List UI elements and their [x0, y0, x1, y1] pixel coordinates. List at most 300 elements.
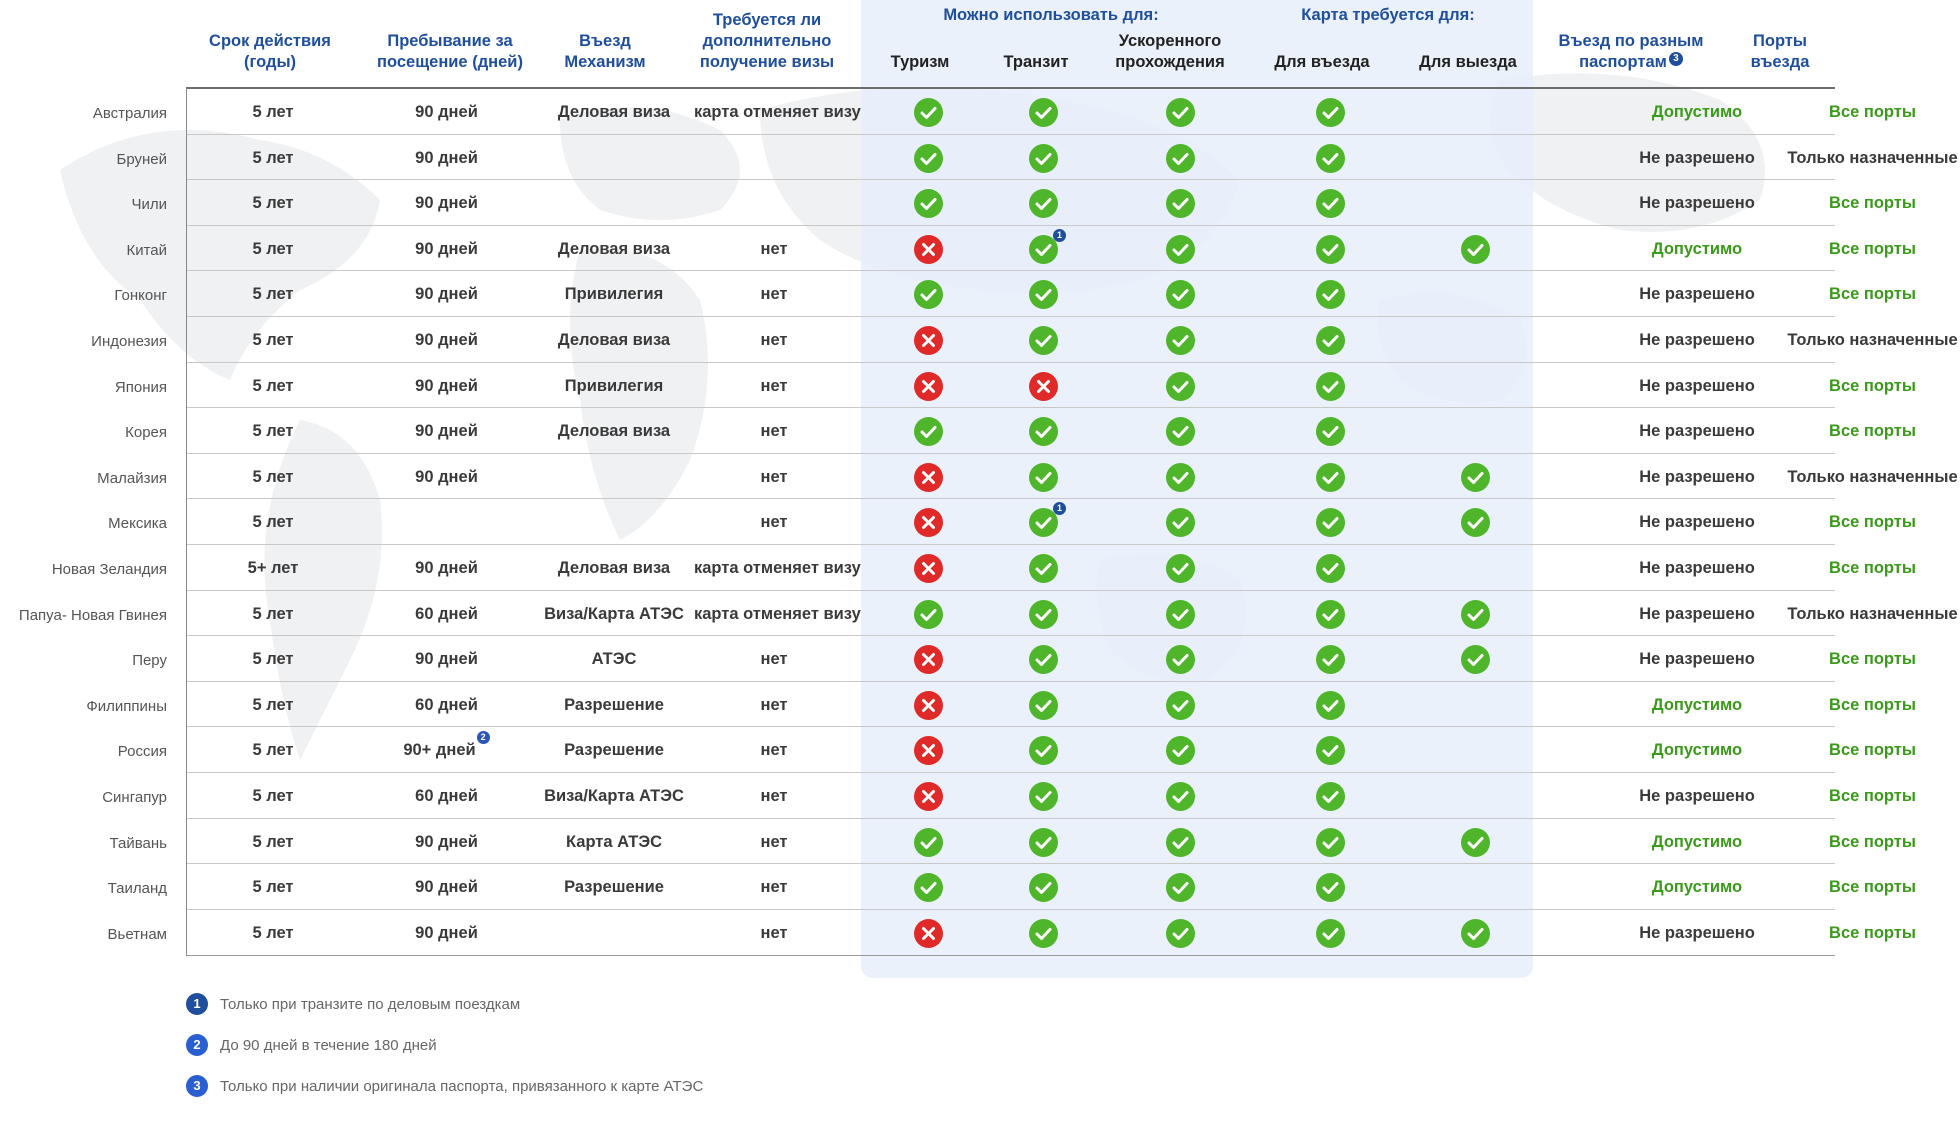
- visa-cell-text: нет: [760, 376, 788, 395]
- visa-cell-text: нет: [760, 923, 788, 942]
- footnote-1-text: Только при транзите по деловым поездкам: [220, 995, 521, 1013]
- validity-cell-text: 5 лет: [252, 194, 294, 213]
- country-label: Мексика: [108, 515, 167, 533]
- country-label: Китай: [126, 241, 167, 259]
- visa-cell: [694, 317, 854, 362]
- check-icon: [1166, 873, 1195, 902]
- stay-cell: [359, 271, 534, 316]
- check-icon: [1166, 235, 1195, 264]
- table-row: [187, 727, 1916, 773]
- cross-icon: [914, 782, 943, 811]
- check-icon: [1029, 98, 1058, 127]
- check-icon: [1166, 280, 1195, 309]
- visa-cell-text: карта отменяет визу: [694, 559, 861, 577]
- check-icon: [1166, 554, 1195, 583]
- ports-cell: [1785, 271, 1960, 316]
- passports-cell-text: Не разрешено: [1639, 331, 1755, 349]
- footnote-2: [186, 1034, 437, 1056]
- check-icon: [1316, 235, 1345, 264]
- check-icon: [1029, 280, 1058, 309]
- table-row: [187, 819, 1916, 865]
- passports-cell: [1617, 499, 1777, 544]
- table-row: [187, 363, 1916, 409]
- check-icon: [1029, 691, 1058, 720]
- passports-cell: [1617, 180, 1777, 225]
- check-icon: [1029, 919, 1058, 948]
- stay-cell-text: 60 дней: [415, 695, 478, 714]
- check-icon: [1029, 600, 1058, 629]
- validity-cell: [187, 910, 359, 955]
- validity-cell: [187, 271, 359, 316]
- passports-cell: [1617, 363, 1777, 408]
- passports-cell: [1617, 135, 1777, 180]
- country-label: Вьетнам: [107, 925, 167, 943]
- stay-cell: [359, 727, 534, 772]
- entry-cell: [534, 545, 694, 590]
- validity-cell-text: 5 лет: [252, 878, 294, 897]
- visa-cell: [694, 773, 854, 818]
- entry-cell: [534, 180, 694, 225]
- check-icon: [1166, 372, 1195, 401]
- check-icon: [1029, 417, 1058, 446]
- stay-cell: [359, 317, 534, 362]
- check-icon: [1316, 98, 1345, 127]
- check-icon: [1029, 189, 1058, 218]
- passports-cell-text: Допустимо: [1651, 741, 1743, 760]
- ports-cell: [1785, 454, 1960, 499]
- ports-cell-text: Все порты: [1829, 239, 1916, 258]
- footnote-1-marker: 1: [1053, 502, 1066, 515]
- check-icon: [1029, 645, 1058, 674]
- entry-cell: [534, 499, 694, 544]
- check-icon: [1029, 782, 1058, 811]
- ports-cell-text: Все порты: [1829, 103, 1916, 121]
- table-row: [187, 591, 1958, 637]
- validity-cell: [187, 89, 359, 134]
- country-label: Малайзия: [97, 469, 167, 487]
- validity-cell-text: 5 лет: [252, 103, 294, 121]
- table-row: [187, 636, 1916, 682]
- stay-cell-text: 90 дней: [415, 331, 478, 349]
- check-icon: [914, 280, 943, 309]
- check-icon: [1461, 508, 1490, 537]
- passports-cell-text: Не разрешено: [1639, 559, 1755, 577]
- validity-cell-text: 5 лет: [252, 422, 294, 441]
- passports-cell: [1617, 408, 1777, 453]
- ports-cell: [1785, 180, 1960, 225]
- check-icon: [1316, 919, 1345, 948]
- passports-cell-text: Не разрешено: [1639, 650, 1755, 669]
- header-visa-required: Требуется ли дополнительно получение визы: [699, 11, 835, 71]
- entry-cell: [534, 910, 694, 955]
- passports-cell-text: Не разрешено: [1639, 194, 1755, 213]
- table-row: [187, 89, 1916, 135]
- validity-cell: [187, 363, 359, 408]
- footnote-3-marker: 3: [1669, 52, 1683, 66]
- check-icon: [1029, 144, 1058, 173]
- stay-cell-text: 90 дней: [415, 559, 478, 577]
- cross-icon: [914, 326, 943, 355]
- footnote-1: [186, 993, 520, 1015]
- entry-cell-text: Привилегия: [564, 285, 664, 304]
- check-icon: [1166, 508, 1195, 537]
- cross-icon: [914, 691, 943, 720]
- entry-cell-text: Деловая виза: [557, 422, 671, 441]
- passports-cell: [1617, 89, 1777, 134]
- stay-cell-text: 90 дней: [415, 923, 478, 942]
- check-icon: [914, 873, 943, 902]
- visa-cell: [694, 408, 854, 453]
- check-icon: [1316, 144, 1345, 173]
- stay-cell: [359, 408, 534, 453]
- ports-cell-text: Все порты: [1829, 513, 1916, 532]
- ports-cell: [1785, 499, 1960, 544]
- check-icon: [914, 828, 943, 857]
- check-icon: [1461, 235, 1490, 264]
- validity-cell: [187, 773, 359, 818]
- check-icon: [1166, 828, 1195, 857]
- header-ports: Порты въезда: [1750, 32, 1810, 71]
- table-row: [187, 408, 1916, 454]
- ports-cell: [1785, 135, 1960, 180]
- stay-cell: [359, 636, 534, 681]
- entry-cell: [534, 317, 694, 362]
- passports-cell: [1617, 682, 1777, 727]
- table-row: [187, 317, 1958, 363]
- visa-cell-text: нет: [760, 787, 788, 805]
- visa-cell-text: нет: [760, 513, 788, 532]
- footnote-1-marker: 1: [1053, 229, 1066, 242]
- ports-cell-text: Все порты: [1829, 923, 1916, 942]
- visa-cell: [694, 910, 854, 955]
- validity-cell-text: 5 лет: [252, 239, 294, 258]
- check-icon: [1316, 691, 1345, 720]
- stay-cell-text: 90 дней: [415, 285, 478, 304]
- passports-cell: [1617, 636, 1777, 681]
- stay-cell: [359, 773, 534, 818]
- passports-cell: [1617, 271, 1777, 316]
- cross-icon: [914, 463, 943, 492]
- check-icon: [1166, 463, 1195, 492]
- passports-cell-text: Допустимо: [1651, 878, 1743, 897]
- check-icon: [1166, 736, 1195, 765]
- stay-cell: [359, 363, 534, 408]
- check-icon: [1029, 463, 1058, 492]
- check-icon: [914, 417, 943, 446]
- check-icon: [1316, 463, 1345, 492]
- check-icon: [1029, 229, 1062, 264]
- ports-cell-text: Все порты: [1829, 695, 1916, 714]
- passports-cell-text: Допустимо: [1651, 103, 1743, 121]
- table-row: [187, 226, 1916, 272]
- stay-cell-text: 90 дней: [415, 878, 478, 897]
- check-icon: [1166, 189, 1195, 218]
- validity-cell-text: 5 лет: [252, 787, 294, 805]
- visa-cell-text: нет: [760, 239, 788, 258]
- country-label: Япония: [114, 378, 167, 396]
- stay-cell-text: 60 дней: [415, 787, 478, 805]
- visa-cell-text: нет: [760, 741, 788, 760]
- check-icon: [1316, 508, 1345, 537]
- check-icon: [1316, 372, 1345, 401]
- entry-cell-text: Деловая виза: [557, 103, 671, 121]
- table-row: [187, 864, 1916, 910]
- check-icon: [914, 600, 943, 629]
- stay-cell: [359, 499, 534, 544]
- ports-cell-text: Все порты: [1829, 194, 1916, 213]
- passports-cell-text: Не разрешено: [1639, 604, 1755, 623]
- ports-cell-text: Все порты: [1829, 832, 1916, 851]
- passports-cell: [1617, 545, 1777, 590]
- passports-cell-text: Не разрешено: [1639, 285, 1755, 304]
- stay-cell: [359, 226, 534, 271]
- entry-cell-text: Привилегия: [564, 376, 664, 395]
- stay-cell: [359, 135, 534, 180]
- entry-cell-text: АТЭС: [591, 650, 637, 669]
- entry-cell: [534, 408, 694, 453]
- ports-cell-text: Все порты: [1829, 650, 1916, 669]
- entry-cell-text: Деловая виза: [557, 239, 671, 258]
- validity-cell-text: 5 лет: [252, 513, 294, 532]
- validity-cell: [187, 545, 359, 590]
- stay-cell: [359, 89, 534, 134]
- ports-cell: [1785, 226, 1960, 271]
- ports-cell: [1785, 910, 1960, 955]
- passports-cell-text: Не разрешено: [1639, 787, 1755, 805]
- header-validity: Срок действия (годы): [209, 32, 331, 71]
- stay-cell-text: 90 дней: [415, 103, 478, 121]
- footnote-2-number: 2: [186, 1034, 208, 1056]
- ports-cell: [1785, 89, 1960, 134]
- validity-cell-text: 5 лет: [252, 467, 294, 486]
- passports-cell: [1617, 727, 1777, 772]
- entry-cell: [534, 454, 694, 499]
- check-icon: [1166, 782, 1195, 811]
- country-label: Папуа- Новая Гвинея: [18, 606, 167, 624]
- ports-cell-text: Только назначенные: [1787, 148, 1958, 167]
- cross-icon: [1029, 372, 1058, 401]
- check-icon: [1166, 919, 1195, 948]
- stay-cell-text: 90 дней: [415, 467, 478, 486]
- cross-icon: [914, 372, 943, 401]
- header-transit: Транзит: [1003, 53, 1069, 71]
- passports-cell: [1617, 591, 1777, 636]
- validity-cell-text: 5 лет: [252, 604, 294, 623]
- country-label: Бруней: [116, 150, 167, 168]
- check-icon: [914, 144, 943, 173]
- validity-cell-text: 5 лет: [252, 650, 294, 669]
- visa-cell: [694, 454, 854, 499]
- table-row: [187, 454, 1958, 500]
- validity-cell: [187, 135, 359, 180]
- visa-cell-text: нет: [760, 422, 788, 441]
- table-row: [187, 180, 1916, 226]
- validity-cell-text: 5 лет: [252, 148, 294, 167]
- validity-cell: [187, 682, 359, 727]
- check-icon: [1316, 828, 1345, 857]
- data-table: [186, 87, 1958, 956]
- check-icon: [1461, 600, 1490, 629]
- ports-cell: [1785, 363, 1960, 408]
- check-icon: [1316, 736, 1345, 765]
- passports-cell: [1617, 910, 1777, 955]
- entry-cell: [534, 636, 694, 681]
- entry-cell-text: Виза/Карта АТЭС: [544, 787, 684, 805]
- stay-cell-text: 60 дней: [415, 604, 478, 623]
- country-label: Австралия: [92, 105, 167, 122]
- table-row: [187, 271, 1916, 317]
- ports-cell: [1785, 591, 1960, 636]
- visa-cell: [694, 819, 854, 864]
- stay-cell-text: 90 дней: [415, 239, 478, 258]
- check-icon: [1316, 600, 1345, 629]
- visa-cell-text: нет: [760, 832, 788, 851]
- entry-cell: [534, 682, 694, 727]
- stay-cell-text: 90 дней: [415, 832, 478, 851]
- ports-cell: [1785, 682, 1960, 727]
- table-row: [187, 499, 1916, 545]
- header-card-group: Карта требуется для:: [1301, 6, 1475, 24]
- validity-cell: [187, 864, 359, 909]
- check-icon: [1029, 873, 1058, 902]
- visa-cell: [694, 682, 854, 727]
- stay-cell: [359, 864, 534, 909]
- check-icon: [1166, 600, 1195, 629]
- ports-cell: [1785, 864, 1960, 909]
- visa-cell: [694, 864, 854, 909]
- passports-cell-text: Не разрешено: [1639, 148, 1755, 167]
- validity-cell: [187, 180, 359, 225]
- table-row: [187, 135, 1958, 181]
- entry-cell: [534, 135, 694, 180]
- country-label: Перу: [132, 652, 167, 670]
- ports-cell-text: Все порты: [1829, 878, 1916, 897]
- visa-cell: [694, 226, 854, 271]
- country-label: Чили: [131, 196, 167, 214]
- check-icon: [1316, 873, 1345, 902]
- cross-icon: [914, 235, 943, 264]
- validity-cell-text: 5 лет: [252, 695, 294, 714]
- passports-cell-text: Не разрешено: [1639, 376, 1755, 395]
- entry-cell-text: Деловая виза: [557, 331, 671, 349]
- entry-cell-text: Карта АТЭС: [566, 832, 662, 851]
- validity-cell-text: 5 лет: [252, 331, 294, 349]
- visa-cell-text: карта отменяет визу: [694, 604, 861, 623]
- passports-cell: [1617, 454, 1777, 499]
- cross-icon: [914, 645, 943, 674]
- country-label: Тайвань: [109, 834, 167, 852]
- check-icon: [914, 189, 943, 218]
- country-label: Новая Зеландия: [51, 561, 167, 578]
- check-icon: [1461, 919, 1490, 948]
- header-fast: Ускоренного прохождения: [1115, 32, 1225, 71]
- ports-cell: [1785, 545, 1960, 590]
- header-diff-passports: [1556, 31, 1706, 73]
- cross-icon: [914, 508, 943, 537]
- header-use-group: Можно использовать для:: [943, 6, 1159, 24]
- country-label: Сингапур: [102, 789, 167, 806]
- ports-cell-text: Все порты: [1829, 376, 1916, 395]
- check-icon: [1316, 554, 1345, 583]
- table-row: [187, 773, 1916, 819]
- check-icon: [1166, 98, 1195, 127]
- stay-cell: [359, 545, 534, 590]
- stay-cell-text: 90 дней: [415, 194, 478, 213]
- entry-cell-text: Разрешение: [564, 695, 664, 714]
- stay-cell-text: 90 дней: [415, 376, 478, 395]
- ports-cell: [1785, 773, 1960, 818]
- passports-cell-text: Допустимо: [1651, 832, 1743, 851]
- cross-icon: [914, 554, 943, 583]
- check-icon: [1029, 736, 1058, 765]
- entry-cell: [534, 819, 694, 864]
- check-icon: [914, 98, 943, 127]
- visa-cell-text: нет: [760, 331, 788, 349]
- country-label: Корея: [125, 424, 167, 442]
- validity-cell: [187, 499, 359, 544]
- stay-cell: [359, 454, 534, 499]
- validity-cell: [187, 408, 359, 453]
- cross-icon: [914, 736, 943, 765]
- validity-cell: [187, 819, 359, 864]
- entry-cell-text: Деловая виза: [557, 559, 671, 577]
- check-icon: [1316, 417, 1345, 446]
- entry-cell: [534, 363, 694, 408]
- header-for-entry: Для въезда: [1274, 53, 1370, 71]
- visa-cell: [694, 499, 854, 544]
- visa-cell-text: нет: [760, 695, 788, 714]
- header-tourism: Туризм: [890, 53, 950, 71]
- visa-cell-text: нет: [760, 650, 788, 669]
- ports-cell-text: Все порты: [1829, 741, 1916, 760]
- check-icon: [1461, 645, 1490, 674]
- table-row: [187, 910, 1916, 956]
- cross-icon: [914, 919, 943, 948]
- ports-cell: [1785, 819, 1960, 864]
- footnote-2-text: До 90 дней в течение 180 дней: [220, 1036, 437, 1054]
- stay-cell: [359, 180, 534, 225]
- passports-cell-text: Допустимо: [1651, 695, 1743, 714]
- table-row: [187, 682, 1916, 728]
- stay-cell-text: 90 дней: [415, 422, 478, 441]
- visa-cell: [694, 180, 854, 225]
- ports-cell-text: Все порты: [1829, 285, 1916, 304]
- footnote-3-text: Только при наличии оригинала паспорта, привязанного к карте АТЭС: [220, 1077, 704, 1095]
- visa-cell: [694, 636, 854, 681]
- entry-cell: [534, 727, 694, 772]
- check-icon: [1166, 144, 1195, 173]
- stay-cell-text: 90 дней: [415, 148, 478, 167]
- visa-cell: [694, 89, 861, 134]
- ports-cell-text: Только назначенные: [1787, 467, 1958, 486]
- passports-cell-text: Не разрешено: [1639, 923, 1755, 942]
- check-icon: [1029, 326, 1058, 355]
- passports-cell-text: Допустимо: [1651, 239, 1743, 258]
- stay-cell: [359, 591, 534, 636]
- header-for-exit: Для выезда: [1419, 53, 1517, 71]
- ports-cell: [1785, 636, 1960, 681]
- visa-cell-text: карта отменяет визу: [694, 103, 861, 121]
- validity-cell-text: 5 лет: [252, 832, 294, 851]
- footnote-3-number: 3: [186, 1075, 208, 1097]
- check-icon: [1166, 326, 1195, 355]
- check-icon: [1029, 554, 1058, 583]
- table-row: [187, 545, 1916, 591]
- visa-cell: [694, 727, 854, 772]
- ports-cell: [1785, 317, 1960, 362]
- validity-cell-text: 5 лет: [252, 923, 294, 942]
- country-label: Гонконг: [114, 287, 167, 305]
